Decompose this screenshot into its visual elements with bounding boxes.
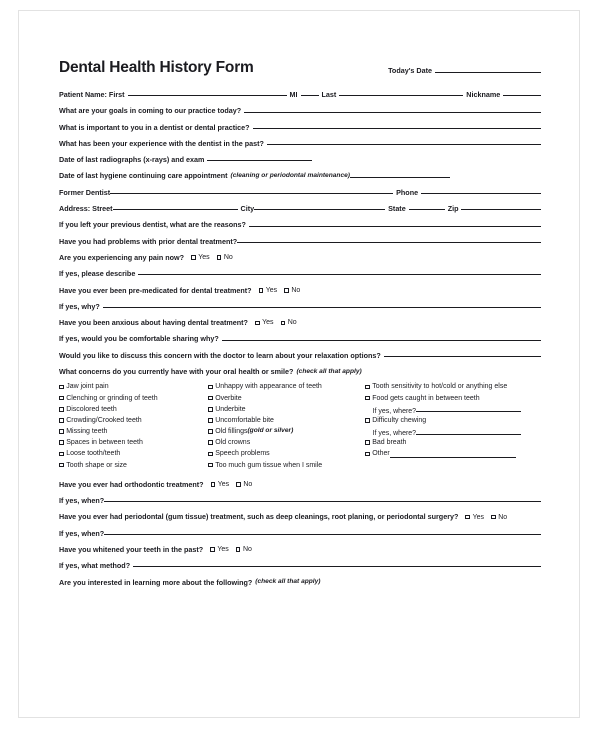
question-last-hygiene[interactable] [59,172,541,179]
checkbox-icon[interactable] [59,452,64,457]
concern-label: Too much gum tissue when I smile [215,461,323,469]
difficulty-chewing-where-row[interactable] [365,426,541,437]
todays-date-rule[interactable] [435,72,541,73]
form-page [18,10,580,718]
mi-rule[interactable] [301,95,319,96]
concern-label: Difficulty chewing [372,416,427,424]
concern-label: Speech problems [215,450,270,458]
list-item[interactable] [208,381,365,392]
question-relaxation[interactable] [59,352,541,359]
concern-label: Old crowns [215,439,251,447]
checkbox-icon[interactable] [59,396,64,401]
checkbox-icon[interactable] [236,482,241,487]
checkbox-icon[interactable] [208,396,213,401]
question-last-hygiene-rule[interactable] [350,177,450,178]
question-whitened-method[interactable] [59,562,541,569]
list-item[interactable] [208,448,365,459]
question-pre-medicated-why[interactable] [59,303,541,310]
concerns-heading-note: (check all that apply) [296,367,362,375]
question-last-radiographs-rule[interactable] [207,160,312,161]
page-title: Dental Health History Form [59,59,254,76]
concern-note: (gold or silver) [247,427,294,435]
question-learning-more-label: Are you interested in learning more about the following? [59,577,253,587]
question-prior-problems-rule[interactable] [237,242,541,243]
question-orthodontic-when[interactable] [59,497,541,504]
city-rule[interactable] [254,209,385,210]
checkbox-icon[interactable] [208,429,213,434]
checkbox-icon[interactable] [208,440,213,445]
question-pain-now[interactable] [59,254,541,261]
question-important[interactable] [59,124,541,131]
checkbox-icon[interactable] [365,418,370,423]
periodontal-no-label: No [498,513,508,521]
checkbox-icon[interactable] [59,463,64,468]
list-item[interactable] [59,404,208,415]
orthodontic-yes-no[interactable] [211,481,260,488]
orthodontic-no-option[interactable] [236,481,252,488]
concern-label: Underbite [215,405,246,413]
checkbox-icon[interactable] [211,482,216,487]
list-item[interactable] [365,415,541,426]
list-item[interactable] [208,426,365,437]
checkbox-icon[interactable] [208,452,213,457]
phone-label: Phone [396,187,419,197]
question-whitened-label: Have you whitened your teeth in the past? [59,544,204,554]
concerns-heading-row [59,368,541,375]
checkbox-icon[interactable] [210,547,215,552]
list-item[interactable] [59,448,208,459]
concerns-checkbox-grid [59,381,541,471]
question-orthodontic-label: Have you ever had orthodontic treatment? [59,479,204,489]
concern-label: Other [372,450,390,458]
question-anxious-label: Have you been anxious about having dental treatment? [59,318,248,328]
nickname-rule[interactable] [503,95,541,96]
list-item[interactable] [208,460,365,471]
concerns-column-2 [208,381,365,471]
question-pain-describe-label: If yes, please describe [59,269,136,279]
concern-label: Bad breath [372,439,407,447]
other-concern-rule[interactable] [390,457,516,458]
checkbox-icon[interactable] [236,547,241,552]
concern-label: Spaces in between teeth [66,439,143,447]
concern-label: Uncomfortable bite [215,416,274,424]
checkbox-icon[interactable] [59,440,64,445]
periodontal-yes-label: Yes [472,513,484,521]
question-prior-problems[interactable] [59,238,541,245]
list-item[interactable] [365,437,541,448]
former-dentist-rule[interactable] [110,193,393,194]
concern-label: Jaw joint pain [66,383,109,391]
phone-rule[interactable] [421,193,541,194]
question-pre-medicated-why-label: If yes, why? [59,301,100,311]
question-anxious-why-rule[interactable] [222,340,541,341]
checkbox-icon[interactable] [284,288,289,293]
checkbox-icon[interactable] [365,396,370,401]
list-item[interactable] [365,448,541,459]
checkbox-icon[interactable] [191,255,196,260]
list-item[interactable] [59,460,208,471]
checkbox-icon[interactable] [365,452,370,457]
zip-label: Zip [447,204,459,214]
list-item[interactable] [59,426,208,437]
checkbox-icon[interactable] [208,407,213,412]
whitened-yes-no[interactable] [210,546,259,553]
question-anxious-why[interactable] [59,335,541,342]
question-whitened-method-rule[interactable] [133,566,541,567]
whitened-no-label: No [242,546,252,554]
list-item[interactable] [208,392,365,403]
list-item[interactable] [59,392,208,403]
orthodontic-yes-option[interactable] [211,481,230,488]
todays-date-label: Today's Date [388,66,432,75]
question-periodontal-when-label: If yes, when? [59,528,105,538]
question-pain-now-label: Are you experiencing any pain now? [59,252,185,262]
anxious-no-label: No [287,319,297,327]
question-learning-more [59,579,541,586]
list-item[interactable] [59,381,208,392]
question-last-radiographs-label: Date of last radiographs (x-rays) and exam [59,155,205,165]
street-rule[interactable] [113,209,238,210]
todays-date-field[interactable] [388,66,541,75]
question-goals[interactable] [59,107,541,114]
question-last-hygiene-note: (cleaning or periodontal maintenance) [230,172,350,180]
state-rule[interactable] [409,209,445,210]
concern-label: Loose tooth/teeth [66,450,121,458]
question-last-hygiene-label: Date of last hygiene continuing care appointment [59,171,228,181]
concern-label: Old fillings [215,428,248,436]
pain-now-yes-no[interactable] [191,254,240,261]
pre-medicated-no-label: No [291,286,301,294]
checkbox-icon[interactable] [59,429,64,434]
pain-now-no-label: No [223,254,233,262]
question-pain-describe-rule[interactable] [138,274,541,275]
pre-medicated-no-option[interactable] [284,287,300,294]
concern-label: Crowding/Crooked teeth [66,416,142,424]
concern-label: Tooth shape or size [66,461,127,469]
checkbox-icon[interactable] [208,418,213,423]
question-pre-medicated-label: Have you ever been pre-medicated for dental treatment? [59,285,252,295]
checkbox-icon[interactable] [59,385,64,390]
question-goals-label: What are your goals in coming to our practice today? [59,106,242,116]
question-relaxation-rule[interactable] [384,356,541,357]
question-whitened[interactable] [59,546,541,553]
orthodontic-yes-label: Yes [217,480,230,488]
question-experience[interactable] [59,140,541,147]
checkbox-icon[interactable] [365,440,370,445]
question-experience-label: What has been your experience with the dentist in the past? [59,138,264,148]
concerns-column-1 [59,381,208,471]
question-experience-rule[interactable] [267,144,541,145]
concerns-heading-label: What concerns do you currently have with your oral health or smile? [59,367,294,377]
whitened-no-option[interactable] [236,546,252,553]
concern-label: Clenching or grinding of teeth [66,394,158,402]
concern-label: Tooth sensitivity to hot/cold or anything else [372,383,508,391]
anxious-yes-option[interactable] [255,319,274,326]
last-name-rule[interactable] [339,95,463,96]
question-left-previous[interactable] [59,221,541,228]
anxious-yes-no[interactable] [255,319,304,326]
question-relaxation-label: Would you like to discuss this concern with the doctor to learn about your relaxation options? [59,350,381,360]
food-caught-where-row[interactable] [365,404,541,415]
checkbox-icon[interactable] [465,515,470,520]
difficulty-chewing-where-label: If yes, where? [372,430,417,438]
address-row[interactable] [59,205,541,212]
question-prior-problems-label: Have you had problems with prior dental treatment? [59,236,238,246]
periodontal-yes-option[interactable] [465,514,484,521]
concern-label: Food gets caught in between teeth [372,394,480,402]
checkbox-icon[interactable] [208,463,213,468]
pain-now-yes-option[interactable] [191,254,210,261]
form-sheet [59,59,541,595]
question-anxious[interactable] [59,319,541,326]
question-periodontal-when-rule[interactable] [104,534,541,535]
concern-label: Unhappy with appearance of teeth [215,383,322,391]
question-periodontal-label: Have you ever had periodontal (gum tissue) treatment, such as deep cleanings, root planing, or periodontal surgery? [59,512,459,522]
question-important-rule[interactable] [253,128,542,129]
periodontal-no-option[interactable] [491,514,507,521]
concern-label: Discolored teeth [66,405,117,413]
list-item[interactable] [365,392,541,403]
whitened-yes-option[interactable] [210,546,229,553]
question-pre-medicated-why-rule[interactable] [103,307,541,308]
list-item[interactable] [208,404,365,415]
question-whitened-method-label: If yes, what method? [59,561,131,571]
list-item[interactable] [59,415,208,426]
question-periodontal-when[interactable] [59,530,541,537]
question-left-previous-rule[interactable] [249,226,541,227]
concern-label: Missing teeth [66,428,108,436]
state-label: State [388,204,406,214]
question-orthodontic-when-rule[interactable] [104,501,541,502]
form-header [59,59,541,77]
checkbox-icon[interactable] [259,288,264,293]
anxious-yes-label: Yes [262,319,274,327]
pre-medicated-yes-label: Yes [265,286,278,294]
question-orthodontic-when-label: If yes, when? [59,496,105,506]
question-left-previous-label: If you left your previous dentist, what are the reasons? [59,220,246,230]
zip-rule[interactable] [461,209,541,210]
orthodontic-no-label: No [243,480,253,488]
food-caught-where-rule[interactable] [416,411,521,412]
question-periodontal[interactable] [59,513,541,520]
question-learning-more-note: (check all that apply) [255,578,321,586]
checkbox-icon[interactable] [217,255,222,260]
whitened-yes-label: Yes [217,546,229,554]
mi-label: MI [289,90,298,99]
list-item[interactable] [208,415,365,426]
checkbox-icon[interactable] [208,385,213,390]
pain-now-yes-label: Yes [198,254,210,262]
former-dentist-label: Former Dentist [59,187,111,197]
question-orthodontic[interactable] [59,481,541,488]
pre-medicated-yes-option[interactable] [259,287,278,294]
concern-label: Overbite [215,394,242,402]
question-pain-describe[interactable] [59,270,541,277]
question-anxious-why-label: If yes, would you be comfortable sharing why? [59,334,219,344]
former-dentist-row[interactable] [59,189,541,196]
checkbox-icon[interactable] [365,385,370,390]
last-name-label: Last [321,90,337,99]
city-label: City [240,204,255,214]
checkbox-icon[interactable] [59,407,64,412]
patient-name-label: Patient Name: First [59,90,125,99]
anxious-no-option[interactable] [281,319,297,326]
list-item[interactable] [59,437,208,448]
periodontal-yes-no[interactable] [465,514,514,521]
list-item[interactable] [365,381,541,392]
checkbox-icon[interactable] [59,418,64,423]
food-caught-where-label: If yes, where? [372,407,417,415]
address-street-label: Address: Street [59,204,113,214]
patient-name-row[interactable] [59,91,541,98]
nickname-label: Nickname [466,90,501,99]
checkbox-icon[interactable] [281,321,286,326]
checkbox-icon[interactable] [491,515,496,520]
question-goals-rule[interactable] [244,112,541,113]
checkbox-icon[interactable] [255,321,260,326]
difficulty-chewing-where-rule[interactable] [416,434,521,435]
first-name-rule[interactable] [128,95,287,96]
pain-now-no-option[interactable] [217,254,233,261]
question-important-label: What is important to you in a dentist or dental practice? [59,122,250,132]
question-last-radiographs[interactable] [59,156,541,163]
pre-medicated-yes-no[interactable] [259,287,308,294]
list-item[interactable] [208,437,365,448]
concerns-column-3 [365,381,541,471]
question-pre-medicated[interactable] [59,287,541,294]
